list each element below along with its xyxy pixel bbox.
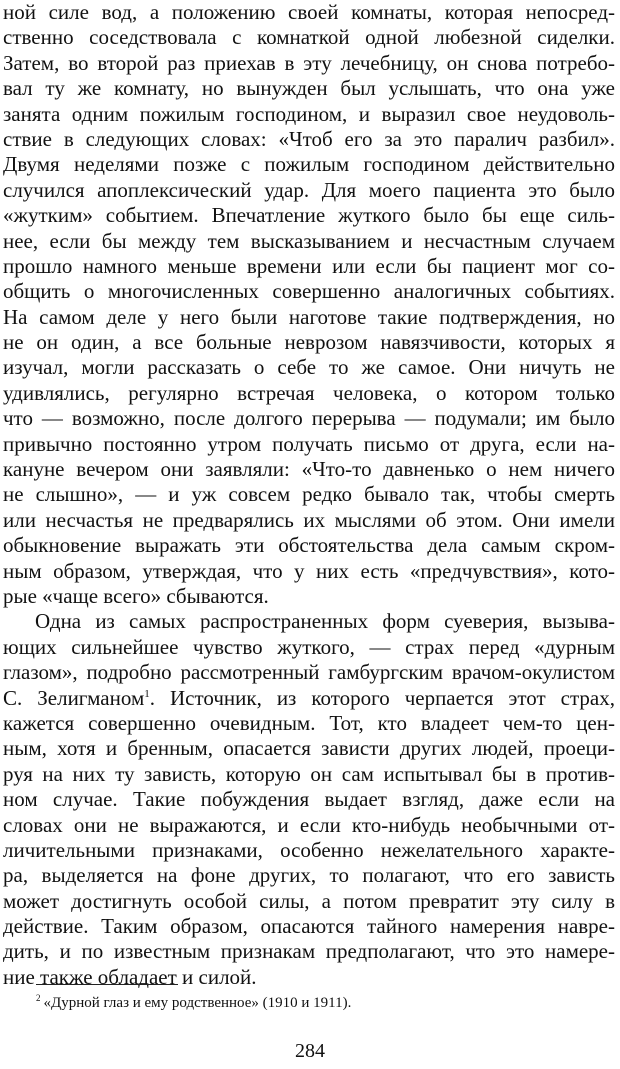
text-line: кажется совершенно очевидным. Тот, кто владеет чем-то цен-	[3, 710, 615, 735]
text-line: ным, хотя и бренным, опасается зависти других людей, проеци-	[3, 736, 615, 761]
text-line: ственно соседствовала с комнаткой одной любезной сиделки.	[3, 25, 615, 50]
text-line: что — возможно, после долгого перерыва — подумали; им было	[3, 406, 615, 431]
text-line: ра, выделяется на фоне других, то полагают, что его зависть	[3, 863, 615, 888]
text-line: ющих сильнейшее чувство жуткого, — страх перед «дурным	[3, 634, 615, 659]
text-line: удивлялись, регулярно встречая человека, о котором только	[3, 380, 615, 405]
text-segment: . Источник, из которого черпается этот страх,	[149, 685, 615, 710]
text-line: глазом», подробно рассмотренный гамбургским врачом-окулистом	[3, 660, 615, 685]
text-line: или несчастья не предварялись их мыслями об этом. Они имели	[3, 507, 615, 532]
text-line: руя на них ту зависть, которую он сам испытывал бы в против-	[3, 761, 615, 786]
text-line: занята одним пожилым господином, и выразил свое неудоволь-	[3, 101, 615, 126]
text-line: случился апоплексический удар. Для моего пациента это было	[3, 177, 615, 202]
text-line: не он один, а все больные неврозом навязчивости, которых я	[3, 330, 615, 355]
text-line: общить о многочисленных совершенно аналогичных событиях.	[3, 279, 615, 304]
footnote-marker: 2	[36, 993, 41, 1003]
text-segment: С. Зелигманом	[3, 685, 145, 710]
text-line: изучал, могли рассказать о себе то же самое. Они ничуть не	[3, 355, 615, 380]
text-line: ние также обладает и силой.	[3, 964, 257, 989]
footnote-text: «Дурной глаз и ему родственное» (1910 и 1911).	[43, 995, 352, 1011]
text-line: словах они не выражаются, и если кто-нибудь необычными от-	[3, 812, 615, 837]
text-line: может достигнуть особой силы, а потом превратит эту силу в	[3, 888, 615, 913]
text-line: кануне вечером они заявляли: «Что-то давненько о нем ничего	[3, 457, 615, 482]
text-line: дить, и по известным признакам предполагают, что это намере-	[3, 939, 615, 964]
text-line: рые «чаще всего» сбываются.	[3, 583, 269, 608]
text-line: нее, если бы между тем высказыванием и несчастным случаем	[3, 228, 615, 253]
text-line: Двумя неделями позже с пожилым господином действительно	[3, 152, 615, 177]
text-line: ствие в следующих словах: «Чтоб его за это паралич разбил».	[3, 126, 615, 151]
text-line: вал ту же комнату, но вынужден был услышать, что она уже	[3, 76, 615, 101]
text-line: прошло намного меньше времени или если бы пациент мог со-	[3, 253, 615, 278]
text-line: «жутким» событием. Впечатление жуткого было бы еще силь-	[3, 203, 615, 228]
text-line: Затем, во второй раз приехав в эту лечебницу, он снова потребо-	[3, 50, 615, 75]
text-line: На самом деле у него были наготове такие подтверждения, но	[3, 304, 615, 329]
text-line: ной силе вод, а положению своей комнаты, которая непосред-	[3, 0, 615, 24]
paragraph-start-line: Одна из самых распространенных форм суеверия, вызыва-	[35, 609, 615, 634]
page-number: 284	[295, 1040, 325, 1062]
text-line: привычно постоянно утром получать письмо от друга, если на-	[3, 431, 615, 456]
text-line: ным образом, утверждая, что у них есть «предчувствия», кото-	[3, 558, 615, 583]
text-line-with-note	[3, 686, 615, 711]
text-line: действие. Таким образом, опасаются тайного намерения навре-	[3, 914, 615, 939]
footnote-reference: 1	[144, 687, 150, 700]
footnote	[36, 994, 351, 1012]
footnote-divider	[36, 984, 178, 985]
body-text	[3, 0, 615, 990]
text-line: личительными признаками, особенно нежелательного характе-	[3, 837, 615, 862]
text-line: ном случае. Такие побуждения выдает взгляд, даже если на	[3, 787, 615, 812]
text-line: не слышно», — и уж совсем редко бывало так, чтобы смерть	[3, 482, 615, 507]
text-line: обыкновение выражать эти обстоятельства дела самым скром-	[3, 533, 615, 558]
